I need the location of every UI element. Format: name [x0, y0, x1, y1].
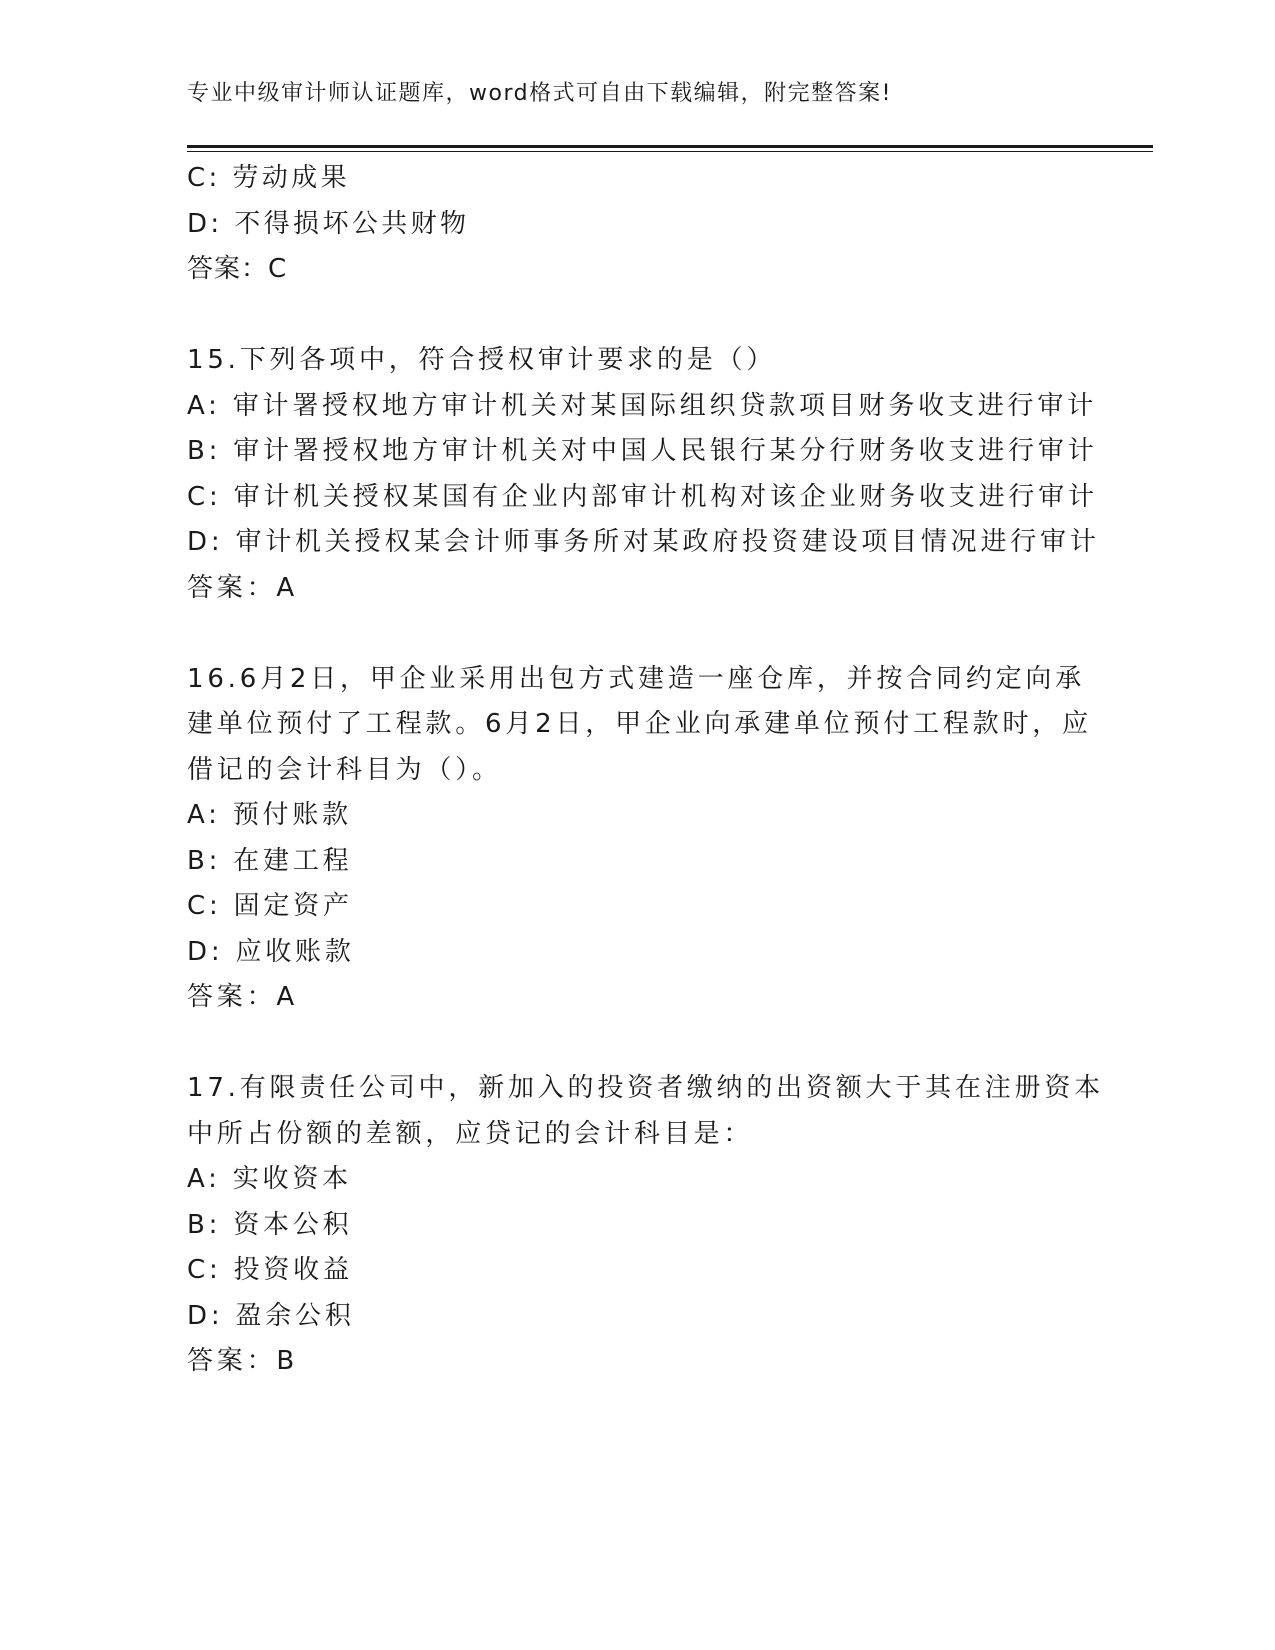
page-header: 专业中级审计师认证题库，word格式可自由下载编辑，附完整答案!: [187, 81, 892, 106]
spacer: [187, 1021, 1087, 1067]
option-d: D: 应收账款: [187, 936, 355, 967]
option-d: D: 盈余公积: [187, 1300, 355, 1331]
question-17: [187, 1066, 1104, 1385]
header-rule-thin: [187, 151, 1153, 152]
option-c: C: 审计机关授权某国有企业内部审计机构对该企业财务收支进行审计: [187, 481, 1098, 512]
option-b: B: 审计署授权地方审计机关对中国人民银行某分行财务收支进行审计: [187, 436, 1098, 466]
option-d: D: 审计机关授权某会计师事务所对某政府投资建设项目情况进行审计: [187, 527, 1100, 557]
option-a: A: 预付账款: [187, 800, 352, 830]
option-d: D: 不得损坏公共财物: [187, 208, 470, 239]
question-16: [187, 657, 1092, 1021]
question-text: 17.有限责任公司中，新加入的投资者缴纳的出资额大于其在注册资本: [187, 1073, 1104, 1103]
option-a: A: 实收资本: [187, 1164, 352, 1194]
question-text: 中所占份额的差额，应贷记的会计科目是：: [187, 1118, 754, 1149]
question-15: [187, 338, 1100, 611]
option-c: C: 劳动成果: [187, 163, 350, 193]
question-text: 建单位预付了工程款。6月2日，甲企业向承建单位预付工程款时，应: [187, 709, 1092, 739]
spacer: [187, 611, 1087, 657]
prev-question-tail: [187, 156, 1087, 293]
option-a: A: 审计署授权地方审计机关对某国际组织贷款项目财务收支进行审计: [187, 390, 1097, 421]
answer: 答案：C: [187, 254, 288, 284]
question-text: 15.下列各项中，符合授权审计要求的是（）: [187, 345, 777, 375]
spacer: [187, 293, 1087, 339]
answer: 答案：B: [187, 1346, 299, 1376]
answer: 答案：A: [187, 572, 298, 603]
option-b: B: 资本公积: [187, 1209, 353, 1240]
option-c: C: 固定资产: [187, 891, 353, 921]
question-text: 借记的会计科目为（）。: [187, 754, 502, 785]
question-text: 16.6月2日，甲企业采用出包方式建造一座仓库，并按合同约定向承: [187, 663, 1086, 694]
option-c: C: 投资收益: [187, 1255, 353, 1285]
header-rule-thick: [187, 145, 1153, 148]
answer: 答案：A: [187, 982, 298, 1012]
question-content: [187, 156, 1104, 1385]
option-b: B: 在建工程: [187, 845, 353, 876]
